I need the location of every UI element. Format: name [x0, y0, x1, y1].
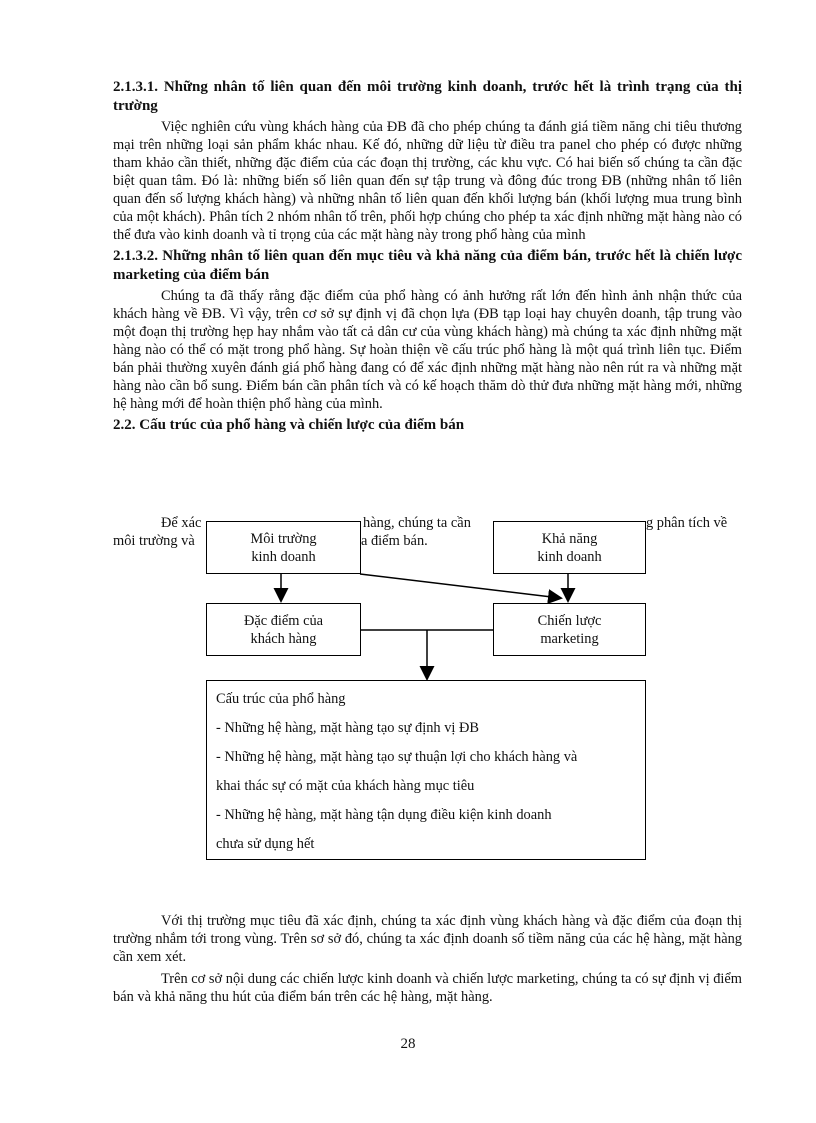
structure-line-2: - Những hệ hàng, mặt hàng tạo sự thuận lợi cho khách hàng và: [216, 749, 578, 765]
heading-2-2: 2.2. Cấu trúc của phổ hàng và chiến lược của điểm bán: [113, 417, 465, 433]
paragraph-positioning: Trên cơ sở nội dung các chiến lược kinh doanh và chiến lược marketing, chúng ta có sự định vị điểm bán và khả năng thu hút của điểm bán trên các hệ hàng, mặt hàng.: [113, 971, 742, 1005]
box-cap-line2: kinh doanh: [537, 548, 602, 565]
box-business-environment: [206, 521, 361, 574]
paragraph-strategy: Chúng ta đã thấy rằng đặc điểm của phổ hàng có ảnh hưởng rất lớn đến hình ảnh nhận thức của khách hàng về ĐB. Vì vậy, trên cơ sở sự định vị đã chọn lựa (ĐB tạp loại hay chuyên doanh, tập trung vào một đoạn thị trường hẹp hay nhắm vào tất cả dân cư của vùng khách hàng) mà chúng ta xác định những mặt hàng nào có thể có mặt trong phổ hàng. Sự hoàn thiện về cấu trúc phổ hàng là một quá trình liên tục. Điểm bán phải thường xuyên đánh giá phổ hàng đang có để xác định những mặt hàng nào nên rút ra và những mặt hàng nào cần bổ sung. Điểm bán cần phân tích và có kế hoạch thăm dò thử đưa những mặt hàng mới, những hệ hàng mới để hoàn thiện phổ hàng của mình.: [113, 288, 742, 412]
partial-text-1: Để xác: [161, 515, 202, 531]
box-cust-line1: Đặc điểm của: [243, 612, 324, 629]
box-mkt-line1: Chiến lược: [537, 612, 602, 629]
box-mkt-line2: marketing: [540, 630, 599, 647]
structure-line-1: - Những hệ hàng, mặt hàng tạo sự định vị ĐB: [216, 720, 480, 736]
structure-line-5: chưa sử dụng hết: [216, 836, 315, 852]
heading-2-1-3-2: 2.1.3.2. Những nhân tố liên quan đến mục tiêu và khả năng của điểm bán, trước hết là chiến lược marketing của điểm bán: [113, 248, 742, 283]
box-assortment-structure: [206, 680, 646, 860]
partial-text-5: a điểm bán.: [361, 533, 428, 549]
paragraph-target-market: Với thị trường mục tiêu đã xác định, chúng ta xác định vùng khách hàng và đặc điểm của đoạn thị trường nhắm tới trong vùng. Trên sơ sở đó, chúng ta xác định doanh số tiềm năng của các hệ hàng, mặt hàng cần xem xét.: [113, 913, 742, 965]
page-number: 28: [400, 1036, 416, 1052]
box-marketing-strategy: [493, 603, 646, 656]
box-env-line1: Môi trường: [250, 530, 317, 547]
paragraph-market: Việc nghiên cứu vùng khách hàng của ĐB đã cho phép chúng ta đánh giá tiềm năng chi tiêu thương mại trên những loại sản phẩm khác nhau. Kế đó, những dữ liệu từ điều tra panel cho phép có được những tham khảo cần thiết, những đặc điểm của các đoạn thị trường, các khu vực. Có hai biến số chúng ta cần đặc biệt quan tâm. Đó là: những biến số liên quan đến sự tập trung và đông đúc trong ĐB (những nhân tố liên quan đến số lượng khách hàng) và những nhân tố liên quan đến khối lượng bán (khối lượng mua trung bình của một khách). Phân tích 2 nhóm nhân tố trên, phối hợp chúng cho phép ta xác định những mặt hàng nào có thể đưa vào kinh doanh và tỉ trọng của các mặt hàng này trong phổ hàng của mình: [113, 119, 742, 243]
arrow-env-to-mkt: [360, 574, 560, 598]
partial-text-3: g phân tích về: [646, 515, 728, 531]
structure-line-3: khai thác sự có mặt của khách hàng mục tiêu: [216, 778, 475, 794]
box-env-line2: kinh doanh: [251, 548, 316, 565]
box-business-capability: [493, 521, 646, 574]
heading-2-1-3-1: 2.1.3.1. Những nhân tố liên quan đến môi trường kinh doanh, trước hết là trình trạng của thị trường: [113, 79, 742, 114]
partial-text-2: hàng, chúng ta cần: [363, 515, 471, 531]
box-cap-line1: Khả năng: [541, 530, 598, 547]
structure-line-4: - Những hệ hàng, mặt hàng tận dụng điều kiện kinh doanh: [216, 807, 552, 823]
document-body: [113, 78, 742, 437]
partial-text-4: môi trường và: [113, 533, 195, 549]
box-cust-line2: khách hàng: [250, 630, 317, 647]
structure-title: Cấu trúc của phổ hàng: [216, 691, 346, 707]
box-customer-characteristics: [206, 603, 361, 656]
